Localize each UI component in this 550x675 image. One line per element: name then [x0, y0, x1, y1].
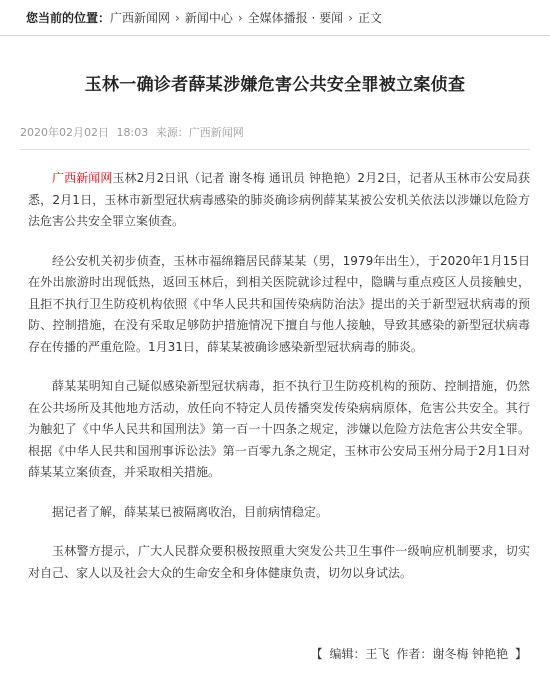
paragraph-text: 经公安机关初步侦查，玉林市福绵籍居民薛某某（男，1979年出生），于2020年1月15日在外出旅游时出现低热，返回玉林后，到相关医院就诊过程中，隐瞒与重点疫区人员接触史，且拒不执行卫生防疫机构依照《中华人民共和国传染病防治法》提出的关于新型冠状病毒的预防、控制措施，在没有采取足够防护措施情况下擅自与他人接触，导致其感染的新型冠状病毒存在传播的严重危险。1月31日，薛某某被确诊感染新型冠状病毒的肺炎。	[28, 253, 530, 354]
paragraph-text: 玉林2月2日讯（记者 谢冬梅 通讯员 钟艳艳）2月2日，记者从玉林市公安局获悉，2月1日，玉林市新型冠状病毒感染的肺炎确诊病例薛某某被公安机关依法以涉嫌以危险方法危害公共安全罪立案侦查。	[28, 171, 530, 228]
breadcrumb-separator: ›	[348, 10, 353, 25]
article-body	[28, 168, 530, 602]
breadcrumb-label: 您当前的位置：	[26, 11, 111, 25]
editor-name: 编辑：王飞	[329, 647, 390, 661]
paragraph-text: 玉林警方提示，广大人民群众要积极按照重大突发公共卫生事件一级响应机制要求，切实对自己、家人以及社会大众的生命安全和身体健康负责，切勿以身试法。	[28, 544, 530, 580]
breadcrumb-separator: ›	[237, 10, 243, 25]
article-title: 玉林一确诊者薛某涉嫌危害公共安全罪被立案侦查	[84, 75, 466, 95]
source-link[interactable]: 广西新闻网	[52, 171, 113, 185]
article-date: 2020年02月02日	[20, 126, 109, 139]
breadcrumb-item-current: 正文	[357, 11, 382, 25]
breadcrumb-separator: ›	[175, 10, 180, 25]
breadcrumb-item-media-headlines[interactable]: 全媒体播报 · 要闻	[247, 11, 344, 25]
article-paragraph	[28, 376, 530, 484]
article-source: 来源：广西新闻网	[155, 126, 244, 139]
breadcrumb	[0, 0, 550, 36]
author-names: 作者：谢冬梅 钟艳艳	[396, 647, 509, 661]
meta-divider	[20, 149, 530, 150]
article-paragraph	[28, 251, 530, 359]
editor-bracket-close: 】	[514, 647, 527, 661]
article-paragraph	[28, 168, 530, 233]
breadcrumb-item-gxnews[interactable]: 广西新闻网	[110, 11, 171, 25]
editor-bracket-open: 【	[310, 647, 323, 661]
article-paragraph	[28, 502, 530, 524]
article-time: 18:03	[116, 126, 149, 139]
editor-credit	[311, 645, 530, 662]
paragraph-text: 薛某某明知自己疑似感染新型冠状病毒，拒不执行卫生防疫机构的预防、控制措施，仍然在公共场所及其他地方活动，放任向不特定人员传播突发传染病病原体，危害公共安全。其行为触犯了《中华人民共和国刑法》第一百一十四条之规定，涉嫌以危险方法危害公共安全罪。根据《中华人民共和国刑事诉讼法》第一百零九条之规定，玉林市公安局玉州分局于2月1日对薛某某立案侦查，并采取相关措施。	[28, 379, 530, 479]
article-meta	[20, 124, 248, 140]
article-paragraph	[28, 541, 530, 584]
breadcrumb-item-news-center[interactable]: 新闻中心	[184, 11, 233, 25]
paragraph-text: 据记者了解，薛某某已被隔离收治，目前病情稳定。	[52, 504, 329, 519]
